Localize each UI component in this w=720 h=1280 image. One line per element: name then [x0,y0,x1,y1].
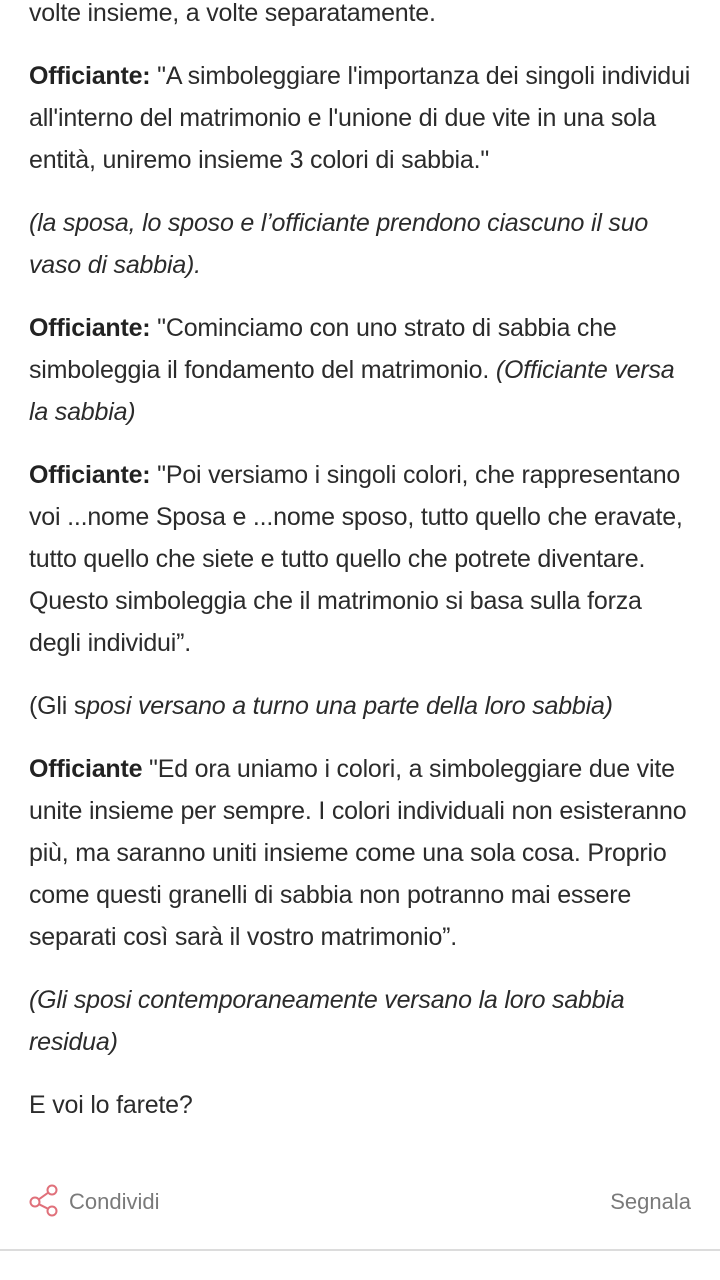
post-actions [29,1180,692,1224]
text-segment: "Cominciamo con uno strato di sabbia che simboleggia il fondamento del matrimonio. [29,314,617,384]
stage-direction: (Gli sposi contemporaneamente versano la loro sabbia residua) [29,986,625,1056]
speaker-label: Officiante [29,755,143,783]
text-segment: (Gli s [29,692,87,720]
stage-direction: posi versano a turno una parte della loro sabbia) [86,692,613,720]
stage-direction: (la sposa, lo sposo e l’officiante prendono ciascuno il suo vaso di sabbia). [29,209,649,279]
speaker-label: Officiante: [29,314,151,342]
paragraph-officiant-2 [29,307,692,433]
paragraph-stage-direction-2 [29,685,692,727]
text-segment: volte insieme, a volte separatamente. [29,0,436,27]
divider [0,1249,720,1251]
text-segment: E voi lo farete? [29,1091,193,1119]
paragraph-officiant-1 [29,55,692,181]
paragraph-stage-direction-3 [29,979,692,1063]
text-segment: "Ed ora uniamo i colori, a simboleggiare due vite unite insieme per sempre. I colori individuali non esisteranno più, ma saranno uniti insieme come una sola cosa. Proprio come questi granelli di sabbia non potranno mai essere separati così sarà il vostro matrimonio”. [29,755,687,951]
report-button[interactable]: Segnala [610,1189,691,1214]
paragraph-officiant-3 [29,454,692,664]
share-label: Condividi [69,1189,160,1214]
speaker-label: Officiante: [29,62,151,90]
share-button[interactable] [29,1183,160,1222]
text-segment: "A simboleggiare l'importanza dei singoli individui all'interno del matrimonio e l'unione di due vite in una sola entità, uniremo insieme 3 colori di sabbia." [29,62,691,174]
post-body [29,0,692,1147]
paragraph-intro [29,0,692,34]
paragraph-officiant-4 [29,748,692,958]
text-segment: "Poi versiamo i singoli colori, che rappresentano voi ...nome Sposa e ...nome sposo, tutto quello che eravate, tutto quello che siete e tutto quello che potrete diventare. Questo simboleggia che il matrimonio si basa sulla forza degli individui”. [29,461,683,657]
share-icon [29,1183,61,1222]
paragraph-question [29,1084,692,1126]
stage-direction: (Officiante versa la sabbia) [29,356,675,426]
paragraph-stage-direction-1 [29,202,692,286]
speaker-label: Officiante: [29,461,151,489]
